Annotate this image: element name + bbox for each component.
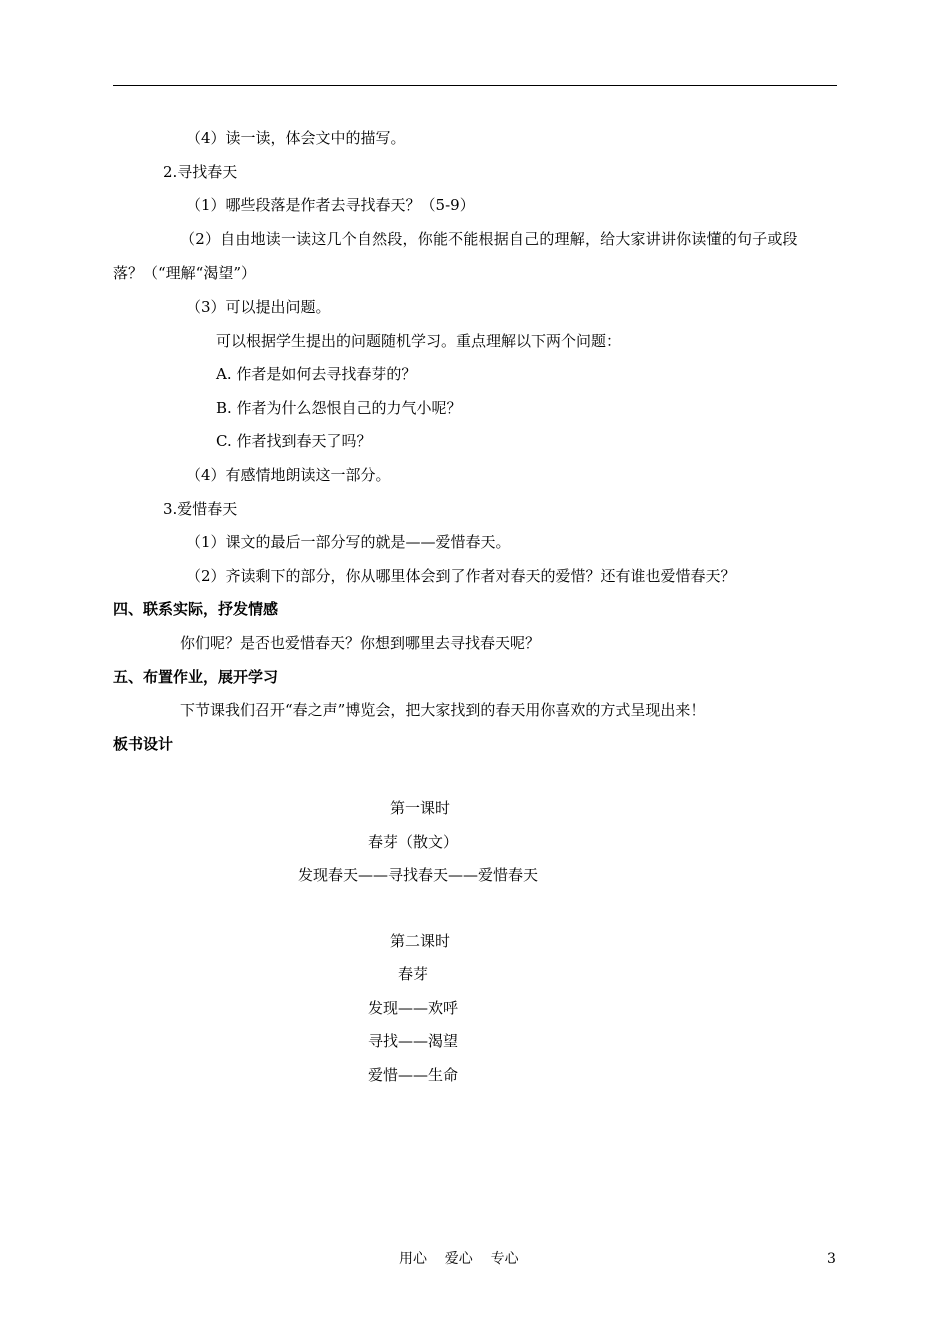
section-cherish-spring: 3.爱惜春天 — [163, 500, 238, 518]
board-cherish: 爱惜——生命 — [368, 1066, 459, 1084]
board-title-prose: 春芽（散文） — [368, 833, 459, 851]
board-flow: 发现春天——寻找春天——爱惜春天 — [298, 866, 539, 884]
footer-motto: 用心 爱心 专心 — [399, 1251, 519, 1267]
paragraph-five: 下节课我们召开“春之声”博览会，把大家找到的春天用你喜欢的方式呈现出来！ — [180, 701, 706, 719]
board-title: 春芽 — [398, 965, 429, 983]
step-2-free-read-cont: 落？（“理解“渴望”） — [113, 264, 257, 282]
heading-board-design: 板书设计 — [113, 735, 174, 753]
question-b: B. 作者为什么怨恨自己的力气小呢？ — [216, 399, 462, 417]
page-number: 3 — [827, 1251, 836, 1267]
heading-four: 四、联系实际，抒发情感 — [113, 600, 279, 618]
board-discover: 发现——欢呼 — [368, 999, 459, 1017]
heading-five: 五、布置作业，展开学习 — [113, 668, 279, 686]
section-find-spring: 2.寻找春天 — [163, 163, 238, 181]
step-4-read: （4）读一读，体会文中的描写。 — [186, 129, 406, 147]
step-4-emotional-read: （4）有感情地朗读这一部分。 — [186, 466, 391, 484]
board-lesson-two: 第二课时 — [390, 932, 451, 950]
study-note: 可以根据学生提出的问题随机学习。重点理解以下两个问题： — [216, 332, 622, 350]
question-a: A. 作者是如何去寻找春芽的？ — [216, 365, 417, 383]
step-1-last-part: （1）课文的最后一部分写的就是——爱惜春天。 — [186, 533, 511, 551]
header-rule — [113, 85, 837, 86]
board-seek: 寻找——渴望 — [368, 1032, 459, 1050]
question-c: C. 作者找到春天了吗？ — [216, 432, 372, 450]
step-3-questions: （3）可以提出问题。 — [186, 298, 331, 316]
step-1-paragraphs: （1）哪些段落是作者去寻找春天？（5-9） — [186, 196, 475, 214]
board-lesson-one: 第一课时 — [390, 799, 451, 817]
step-2-free-read: （2）自由地读一读这几个自然段，你能不能根据自己的理解，给大家讲讲你读懂的句子或段 — [180, 230, 798, 248]
paragraph-four: 你们呢？是否也爱惜春天？你想到哪里去寻找春天呢？ — [180, 634, 541, 652]
step-2-read-rest: （2）齐读剩下的部分，你从哪里体会到了作者对春天的爱惜？还有谁也爱惜春天？ — [186, 567, 736, 585]
